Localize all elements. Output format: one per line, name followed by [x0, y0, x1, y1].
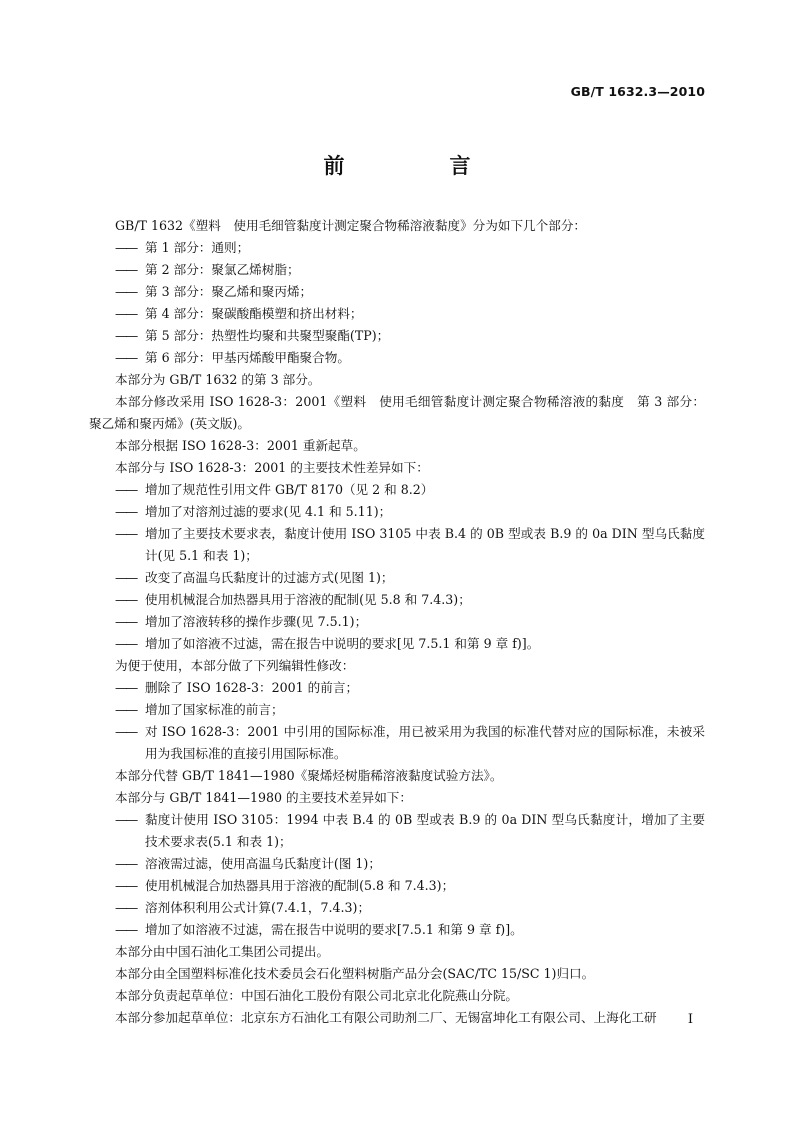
dash-mark: —— [115, 328, 137, 343]
intro-paragraph: GB/T 1632《塑料 使用毛细管黏度计测定聚合物稀溶液黏度》分为如下几个部分： [115, 218, 587, 233]
list-item: —— 溶液需过滤，使用高温乌氏黏度计(图 1)； [89, 853, 705, 875]
dash-mark: —— [115, 614, 137, 629]
dash-mark: —— [115, 570, 137, 585]
part3-paragraph: 本部分为 GB/T 1632 的第 3 部分。 [115, 372, 321, 387]
diff-iso-list [89, 479, 705, 655]
list-item: —— 增加了主要技术要求表，黏度计使用 ISO 3105 中表 B.4 的 0B 型或表 B.9 的 0a DIN 型乌氏黏度计(见 5.1 和表 1)； [89, 523, 705, 567]
modify-paragraph: 本部分修改采用 ISO 1628-3：2001《塑料 使用毛细管黏度计测定聚合物稀溶液的黏度 第 3 部分：聚乙烯和聚丙烯》(英文版)。 [89, 394, 705, 431]
list-item: —— 增加了如溶液不过滤，需在报告中说明的要求[7.5.1 和第 9 章 f)]。 [89, 919, 705, 941]
editorial-heading: 为便于使用，本部分做了下列编辑性修改： [115, 658, 355, 673]
dash-mark: —— [115, 680, 137, 695]
responsible-paragraph: 本部分负责起草单位：中国石油化工股份有限公司北京北化院燕山分院。 [115, 988, 518, 1003]
standard-code: GB/T 1632.3—2010 [570, 84, 705, 99]
page-title: 前 言 [323, 154, 513, 178]
dash-mark: —— [115, 636, 137, 651]
list-item: —— 第 4 部分：聚碳酸酯模塑和挤出材料； [89, 303, 705, 325]
list-item: —— 增加了溶液转移的操作步骤(见 7.5.1)； [89, 611, 705, 633]
proposed-paragraph: 本部分由中国石油化工集团公司提出。 [115, 944, 330, 959]
dash-mark: —— [115, 724, 137, 739]
list-item: —— 第 2 部分：聚氯乙烯树脂； [89, 259, 705, 281]
list-item: —— 使用机械混合加热器具用于溶液的配制(见 5.8 和 7.4.3)； [89, 589, 705, 611]
dash-mark: —— [115, 504, 137, 519]
list-item: —— 增加了如溶液不过滤，需在报告中说明的要求[见 7.5.1 和第 9 章 f)]。 [89, 633, 705, 655]
dash-mark: —— [115, 592, 137, 607]
dash-mark: —— [115, 856, 137, 871]
redraft-paragraph: 本部分根据 ISO 1628-3：2001 重新起草。 [115, 438, 366, 453]
dash-mark: —— [115, 350, 137, 365]
diff-iso-heading: 本部分与 ISO 1628-3：2001 的主要技术性差异如下： [115, 460, 429, 475]
centralized-paragraph: 本部分由全国塑料标准化技术委员会石化塑料树脂产品分会(SAC/TC 15/SC 1)归口。 [115, 966, 595, 981]
diff-gb-heading: 本部分与 GB/T 1841—1980 的主要技术差异如下： [115, 790, 412, 805]
list-item: —— 第 1 部分：通则； [89, 237, 705, 259]
list-item: —— 使用机械混合加热器具用于溶液的配制(5.8 和 7.4.3)； [89, 875, 705, 897]
list-item: —— 增加了对溶剂过滤的要求(见 4.1 和 5.11)； [89, 501, 705, 523]
participating-paragraph: 本部分参加起草单位：北京东方石油化工有限公司助剂二厂、无锡富坤化工有限公司、上海化工研 [115, 1010, 657, 1025]
list-item: —— 删除了 ISO 1628-3：2001 的前言； [89, 677, 705, 699]
list-item: —— 增加了国家标准的前言； [89, 699, 705, 721]
dash-mark: —— [115, 812, 137, 827]
diff-gb-list [89, 809, 705, 941]
list-item: —— 第 5 部分：热塑性均聚和共聚型聚酯(TP)； [89, 325, 705, 347]
list-item: —— 黏度计使用 ISO 3105：1994 中表 B.4 的 0B 型或表 B.9 的 0a DIN 型乌氏黏度计，增加了主要技术要求表(5.1 和表 1)； [89, 809, 705, 853]
list-item: —— 增加了规范性引用文件 GB/T 8170（见 2 和 8.2） [89, 479, 705, 501]
dash-mark: —— [115, 240, 137, 255]
list-item: —— 第 6 部分：甲基丙烯酸甲酯聚合物。 [89, 347, 705, 369]
dash-mark: —— [115, 878, 137, 893]
dash-mark: —— [115, 306, 137, 321]
parts-list [89, 237, 705, 369]
list-item: —— 改变了高温乌氏黏度计的过滤方式(见图 1)； [89, 567, 705, 589]
dash-mark: —— [115, 482, 137, 497]
list-item: —— 溶剂体积利用公式计算(7.4.1，7.4.3)； [89, 897, 705, 919]
dash-mark: —— [115, 702, 137, 717]
list-item: —— 第 3 部分：聚乙烯和聚丙烯； [89, 281, 705, 303]
dash-mark: —— [115, 900, 137, 915]
page-number: I [687, 1012, 693, 1027]
dash-mark: —— [115, 922, 137, 937]
replace-paragraph: 本部分代替 GB/T 1841—1980《聚烯烃树脂稀溶液黏度试验方法》。 [115, 768, 503, 783]
foreword-body [89, 215, 705, 1029]
list-item: —— 对 ISO 1628-3：2001 中引用的国际标准，用已被采用为我国的标准代替对应的国际标准，未被采用为我国标准的直接引用国际标准。 [89, 721, 705, 765]
dash-mark: —— [115, 262, 137, 277]
editorial-list [89, 677, 705, 765]
dash-mark: —— [115, 526, 137, 541]
dash-mark: —— [115, 284, 137, 299]
